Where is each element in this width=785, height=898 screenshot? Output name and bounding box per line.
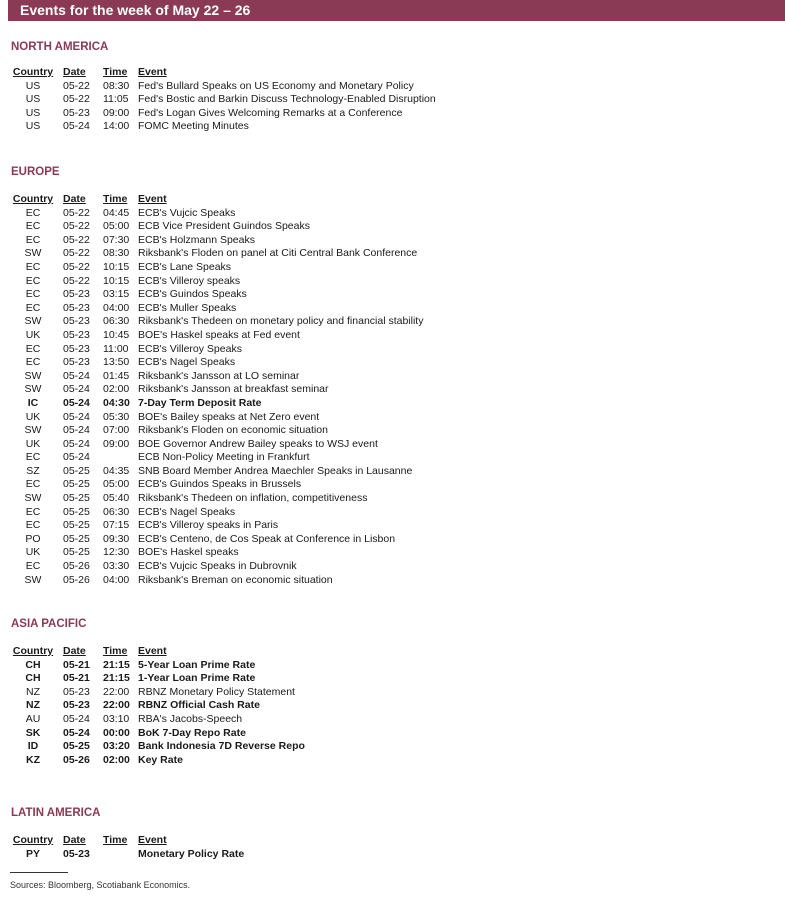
cell-event: BOE's Haskel speaks at Fed event — [138, 328, 300, 341]
cell-date: 05-25 — [63, 478, 90, 491]
cell-event: BOE Governor Andrew Bailey speaks to WSJ event — [138, 437, 378, 450]
cell-event: 1-Year Loan Prime Rate — [138, 672, 256, 685]
cell-event: ECB's Villeroy speaks in Paris — [138, 519, 279, 532]
cell-date: 05-22 — [63, 233, 90, 246]
header-time: Time — [103, 645, 128, 657]
table-row — [11, 247, 771, 261]
section-title: NORTH AMERICA — [11, 41, 109, 53]
cell-country: SW — [24, 369, 42, 382]
cell-country: EC — [25, 451, 41, 464]
cell-date: 05-23 — [63, 342, 90, 355]
cell-time: 02:00 — [103, 383, 130, 396]
cell-event: 7-Day Term Deposit Rate — [138, 396, 262, 409]
table-row — [11, 343, 771, 357]
cell-country: EC — [25, 301, 41, 314]
cell-event: ECB's Villeroy speaks — [138, 274, 241, 287]
cell-time: 21:15 — [103, 672, 130, 685]
table-row — [11, 107, 771, 121]
cell-time: 06:30 — [103, 505, 130, 518]
cell-time: 03:10 — [103, 712, 130, 725]
section-title: EUROPE — [11, 166, 60, 178]
cell-date: 05-25 — [63, 546, 90, 559]
cell-date: 05-24 — [63, 410, 90, 423]
cell-event: Bank Indonesia 7D Reverse Repo — [138, 740, 305, 753]
cell-time: 01:45 — [103, 369, 130, 382]
cell-event: Riksbank's Floden on panel at Citi Central Bank Conference — [138, 247, 418, 260]
cell-event: Riksbank's Thedeen on inflation, competitiveness — [138, 492, 368, 505]
cell-time: 05:40 — [103, 492, 130, 505]
cell-event: Fed's Bostic and Barkin Discuss Technology-Enabled Disruption — [138, 93, 436, 106]
cell-date: 05-21 — [63, 672, 90, 685]
cell-time: 10:15 — [103, 274, 130, 287]
table-row — [11, 315, 771, 329]
cell-country: SW — [24, 383, 42, 396]
table-row — [11, 740, 771, 754]
cell-event: ECB's Vujcic Speaks in Dubrovnik — [138, 560, 297, 573]
cell-country: SW — [24, 573, 42, 586]
cell-time: 10:15 — [103, 260, 130, 273]
table-row — [11, 699, 771, 713]
cell-date: 05-23 — [63, 328, 90, 341]
cell-date: 05-24 — [63, 396, 90, 409]
cell-time: 05:30 — [103, 410, 130, 423]
cell-time: 07:30 — [103, 233, 130, 246]
section-europe — [11, 165, 771, 587]
table-row — [11, 713, 771, 727]
page-banner: Events for the week of May 22 – 26 — [8, 0, 785, 21]
cell-date: 05-22 — [63, 247, 90, 260]
cell-country: EC — [25, 560, 41, 573]
table-row — [11, 220, 771, 234]
cell-date: 05-22 — [63, 274, 90, 287]
cell-country: KZ — [26, 753, 40, 766]
cell-country: SZ — [26, 464, 40, 477]
header-date: Date — [63, 193, 86, 205]
cell-country: EC — [25, 288, 41, 301]
cell-country: IC — [27, 396, 39, 409]
cell-time: 21:15 — [103, 658, 130, 671]
cell-date: 05-23 — [63, 288, 90, 301]
cell-country: EC — [25, 274, 41, 287]
cell-event: Riksbank's Thedeen on monetary policy and financial stability — [138, 315, 424, 328]
cell-country: US — [25, 93, 41, 106]
cell-event: RBNZ Monetary Policy Statement — [138, 685, 295, 698]
table-row — [11, 93, 771, 107]
table-row — [11, 356, 771, 370]
cell-event: BoK 7-Day Repo Rate — [138, 726, 246, 739]
section-latin-america — [11, 806, 771, 861]
cell-event: BOE's Bailey speaks at Net Zero event — [138, 410, 320, 423]
header-event: Event — [138, 193, 167, 205]
table-row — [11, 478, 771, 492]
cell-date: 05-24 — [63, 424, 90, 437]
table-row — [11, 120, 771, 134]
header-date: Date — [63, 645, 86, 657]
cell-event: Fed's Logan Gives Welcoming Remarks at a Conference — [138, 106, 403, 119]
cell-date: 05-24 — [63, 437, 90, 450]
cell-date: 05-25 — [63, 505, 90, 518]
cell-date: 05-25 — [63, 464, 90, 477]
cell-event: SNB Board Member Andrea Maechler Speaks in Lausanne — [138, 464, 413, 477]
cell-date: 05-26 — [63, 560, 90, 573]
cell-time: 09:30 — [103, 532, 130, 545]
cell-time: 12:30 — [103, 546, 130, 559]
cell-country: SK — [25, 726, 41, 739]
table-row — [11, 451, 771, 465]
cell-time: 03:15 — [103, 288, 130, 301]
table-row — [11, 302, 771, 316]
cell-date: 05-22 — [63, 220, 90, 233]
cell-country: EC — [25, 342, 41, 355]
cell-date: 05-24 — [63, 451, 90, 464]
cell-country: EC — [25, 206, 41, 219]
cell-date: 05-22 — [63, 93, 90, 106]
cell-date: 05-24 — [63, 726, 90, 739]
cell-time: 13:50 — [103, 356, 130, 369]
cell-date: 05-23 — [63, 106, 90, 119]
cell-event: 5-Year Loan Prime Rate — [138, 658, 256, 671]
table-row — [11, 424, 771, 438]
table-row — [11, 261, 771, 275]
cell-date: 05-25 — [63, 740, 90, 753]
cell-country: EC — [25, 260, 41, 273]
cell-event: ECB's Nagel Speaks — [138, 505, 236, 518]
section-north-america — [11, 40, 771, 134]
cell-time: 09:00 — [103, 437, 130, 450]
cell-event: ECB's Muller Speaks — [138, 301, 237, 314]
cell-date: 05-24 — [63, 120, 90, 133]
cell-event: Fed's Bullard Speaks on US Economy and Monetary Policy — [138, 79, 414, 92]
cell-date: 05-22 — [63, 79, 90, 92]
table-header — [11, 66, 771, 80]
cell-time: 07:00 — [103, 424, 130, 437]
cell-country: EC — [25, 233, 41, 246]
table-row — [11, 370, 771, 384]
cell-time: 05:00 — [103, 220, 130, 233]
header-event: Event — [138, 66, 167, 78]
cell-date: 05-22 — [63, 260, 90, 273]
cell-time: 07:15 — [103, 519, 130, 532]
cell-date: 05-23 — [63, 301, 90, 314]
cell-country: UK — [25, 546, 41, 559]
cell-time: 11:00 — [103, 342, 129, 355]
cell-date: 05-21 — [63, 658, 90, 671]
cell-country: UK — [25, 328, 41, 341]
cell-event: BOE's Haskel speaks — [138, 546, 239, 559]
table-row — [11, 397, 771, 411]
cell-event: RBA's Jacobs-Speech — [138, 712, 243, 725]
table-header — [11, 834, 771, 848]
header-date: Date — [63, 66, 86, 78]
table-row — [11, 438, 771, 452]
cell-country: US — [25, 79, 41, 92]
cell-event: ECB Non-Policy Meeting in Frankfurt — [138, 451, 310, 464]
header-country: Country — [12, 66, 54, 78]
cell-country: NZ — [26, 699, 40, 712]
cell-country: AU — [25, 712, 41, 725]
cell-country: NZ — [26, 685, 40, 698]
cell-event: Riksbank's Jansson at LO seminar — [138, 369, 300, 382]
table-row — [11, 288, 771, 302]
cell-country: PO — [25, 532, 41, 545]
cell-country: SW — [24, 247, 42, 260]
cell-event: ECB Vice President Guindos Speaks — [138, 220, 310, 233]
cell-date: 05-24 — [63, 712, 90, 725]
cell-event: Key Rate — [138, 753, 183, 766]
cell-date: 05-24 — [63, 369, 90, 382]
cell-date: 05-23 — [63, 685, 90, 698]
cell-time: 14:00 — [103, 120, 130, 133]
cell-event: RBNZ Official Cash Rate — [138, 699, 260, 712]
cell-time: 03:20 — [103, 740, 130, 753]
table-row — [11, 560, 771, 574]
footnote-sources: Sources: Bloomberg, Scotiabank Economics. — [10, 880, 191, 890]
cell-event: Monetary Policy Rate — [138, 847, 245, 860]
cell-country: PY — [25, 847, 40, 860]
cell-time: 04:30 — [103, 396, 130, 409]
cell-time: 09:00 — [103, 106, 130, 119]
cell-time: 00:00 — [103, 726, 130, 739]
cell-country: UK — [25, 437, 41, 450]
section-title: LATIN AMERICA — [11, 807, 101, 819]
cell-event: ECB's Nagel Speaks — [138, 356, 236, 369]
cell-country: ID — [27, 740, 39, 753]
cell-event: FOMC Meeting Minutes — [138, 120, 249, 133]
cell-country: EC — [25, 478, 41, 491]
cell-event: ECB's Guindos Speaks in Brussels — [138, 478, 302, 491]
cell-time: 11:05 — [103, 93, 129, 106]
cell-date: 05-23 — [63, 356, 90, 369]
header-time: Time — [103, 193, 128, 205]
cell-country: SW — [24, 315, 42, 328]
table-row — [11, 234, 771, 248]
header-country: Country — [12, 645, 54, 657]
header-time: Time — [103, 66, 128, 78]
cell-date: 05-23 — [63, 847, 90, 860]
table-row — [11, 519, 771, 533]
cell-event: Riksbank's Jansson at breakfast seminar — [138, 383, 329, 396]
table-row — [11, 546, 771, 560]
cell-time: 05:00 — [103, 478, 130, 491]
cell-event: Riksbank's Breman on economic situation — [138, 573, 333, 586]
table-row — [11, 465, 771, 479]
cell-time: 04:00 — [103, 573, 130, 586]
cell-time: 22:00 — [103, 685, 130, 698]
cell-country: EC — [25, 505, 41, 518]
cell-country: SW — [24, 492, 42, 505]
cell-time: 04:35 — [103, 464, 130, 477]
cell-date: 05-26 — [63, 573, 90, 586]
header-event: Event — [138, 645, 167, 657]
section-asia-pacific — [11, 617, 771, 767]
cell-time: 22:00 — [103, 699, 130, 712]
section-title: ASIA PACIFIC — [11, 618, 87, 630]
cell-date: 05-26 — [63, 753, 90, 766]
table-row — [11, 848, 771, 862]
cell-country: US — [25, 120, 41, 133]
table-row — [11, 207, 771, 221]
table-row — [11, 533, 771, 547]
header-date: Date — [63, 834, 86, 846]
cell-time: 08:30 — [103, 79, 130, 92]
cell-date: 05-25 — [63, 492, 90, 505]
table-header — [11, 645, 771, 659]
table-row — [11, 686, 771, 700]
table-row — [11, 80, 771, 94]
cell-event: ECB's Lane Speaks — [138, 260, 232, 273]
cell-country: EC — [25, 519, 41, 532]
table-row — [11, 492, 771, 506]
cell-time: 02:00 — [103, 753, 130, 766]
cell-event: ECB's Guindos Speaks — [138, 288, 247, 301]
table-row — [11, 672, 771, 686]
table-row — [11, 275, 771, 289]
cell-country: EC — [25, 356, 41, 369]
header-country: Country — [12, 834, 54, 846]
footnote-rule — [10, 872, 68, 873]
header-time: Time — [103, 834, 128, 846]
cell-event: Riksbank's Floden on economic situation — [138, 424, 328, 437]
cell-time: 06:30 — [103, 315, 130, 328]
cell-country: EC — [25, 220, 41, 233]
table-row — [11, 506, 771, 520]
cell-country: SW — [24, 424, 42, 437]
cell-time: 04:00 — [103, 301, 130, 314]
table-row — [11, 574, 771, 588]
cell-date: 05-22 — [63, 206, 90, 219]
cell-date: 05-25 — [63, 519, 90, 532]
cell-country: CH — [25, 672, 41, 685]
cell-date: 05-23 — [63, 699, 90, 712]
cell-country: CH — [25, 658, 41, 671]
cell-time: 04:45 — [103, 206, 130, 219]
cell-time: 08:30 — [103, 247, 130, 260]
cell-date: 05-25 — [63, 532, 90, 545]
table-row — [11, 754, 771, 768]
cell-date: 05-23 — [63, 315, 90, 328]
table-row — [11, 383, 771, 397]
table-row — [11, 727, 771, 741]
table-row — [11, 411, 771, 425]
table-header — [11, 193, 771, 207]
cell-time: 03:30 — [103, 560, 130, 573]
cell-country: UK — [25, 410, 41, 423]
table-row — [11, 329, 771, 343]
table-row — [11, 659, 771, 673]
header-event: Event — [138, 834, 167, 846]
cell-time: 10:45 — [103, 328, 130, 341]
cell-event: ECB's Holzmann Speaks — [138, 233, 255, 246]
cell-event: ECB's Centeno, de Cos Speak at Conference in Lisbon — [138, 532, 396, 545]
cell-country: US — [25, 106, 41, 119]
cell-event: ECB's Vujcic Speaks — [138, 206, 236, 219]
header-country: Country — [12, 193, 54, 205]
cell-date: 05-24 — [63, 383, 90, 396]
cell-event: ECB's Villeroy Speaks — [138, 342, 242, 355]
